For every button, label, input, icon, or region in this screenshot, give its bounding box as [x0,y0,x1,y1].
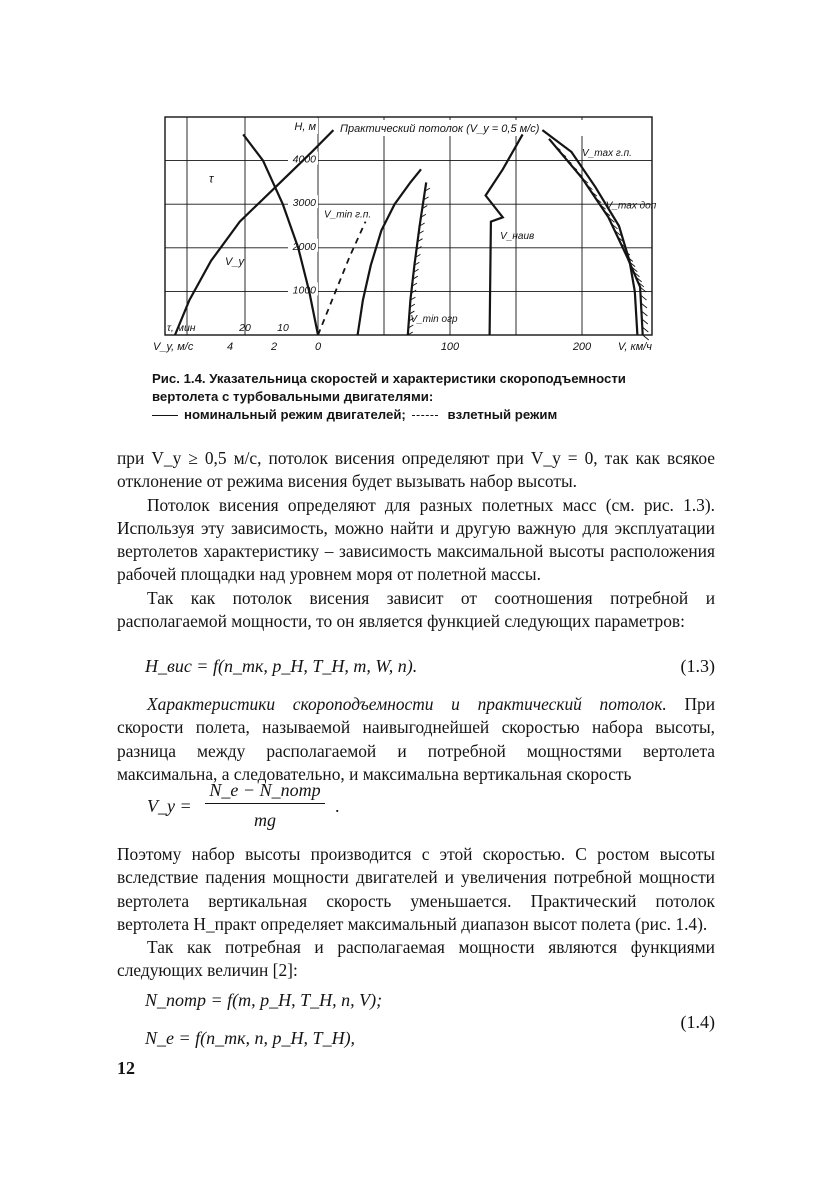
label-vnaiv: V_наив [500,231,535,243]
hatch-vmax-0-0 [643,335,649,340]
label-vmin-ogr: V_min огр [410,313,458,325]
series-line-2 [408,182,426,335]
tau-tick-label-10: 10 [277,322,289,334]
series-line-1 [318,222,366,335]
legend-takeoff: взлетный режим [447,407,558,422]
equation-1-3-number: (1.3) [680,656,715,676]
series-line-5 [549,139,643,335]
paragraph-4-heading: Характеристики скороподъемности и практический потолок. [147,694,667,714]
equation-1-3 [117,656,715,677]
label-vmax-dop: V_max доп [605,200,657,212]
equation-vy-period: . [335,796,340,816]
series-line-0 [358,169,421,335]
vy-tick-label-4: 4 [226,341,234,353]
paragraph-6: Так как потребная и располагаемая мощности являются функциями следующих величин [2]: [117,937,715,981]
equation-1-4a [117,990,715,1011]
equation-vy [117,780,715,840]
text-block-2 [117,693,715,786]
equation-1-4b [117,1028,715,1049]
paragraph-3: Так как потолок висения зависит от соотношения потребной и располагаемой мощности, то он является функцией следующих параметров: [117,587,715,632]
vy-axis-label: V_y, м/с [153,341,194,353]
label-vmax-gp: V_max г.п. [582,148,632,160]
label-tau: τ [209,171,214,186]
equation-1-4b-body: N_e = f(n_тк, n, p_H, T_H), [145,1028,356,1048]
equation-1-3-body: H_вис = f(n_тк, p_H, T_H, m, W, n). [145,656,418,676]
figure-caption [152,370,672,424]
y-axis-label: H, м [294,121,316,133]
paragraph-4 [117,693,715,786]
vy-tick-label-2: 2 [270,341,278,353]
x-axis-end-label: V, км/ч [617,341,652,353]
equation-1-4a-body: N_потр = f(m, p_H, T_H, n, V); [145,990,383,1010]
paragraph-5: Поэтому набор высоты производится с этой скоростью. С ростом высоты вследствие падения мощности двигателей и увеличения потребной мощности вертолета вертикальная скорость уменьшается. Практический потолок вертолета H_практ определяет максимальный диапазон высот полета (рис. 1.4). [117,844,715,934]
x-tick-label-200: 200 [572,341,592,353]
legend-dashed-line [412,415,438,416]
ceiling-label: Практический потолок (V_y = 0,5 м/с) [340,123,540,135]
tau-tick-label-20: 20 [239,322,251,334]
paragraph-4-text: При скорости полета, называемой наивыгоднейшей скоростью набора высоты, разница между располагаемой и потребной мощностями вертолета максимальна, а следовательно, и максимальна вертикальная скорость [117,694,715,784]
y-tick-label-2000: 2000 [292,240,316,253]
x-tick-label-0: 0 [314,341,322,353]
caption-legend [152,406,672,424]
legend-nominal: номинальный режим двигателей; [184,407,406,422]
equation-vy-numerator: N_e − N_потр [205,780,325,804]
chart-frame [165,117,652,335]
equation-vy-lhs: V_y = [147,796,192,816]
legend-solid-line [152,415,178,416]
page-number: 12 [117,1058,135,1078]
text-block-1 [117,447,715,633]
y-tick-label-4000: 4000 [292,153,316,166]
paragraph-1: при V_y ≥ 0,5 м/с, потолок висения определяют при V_y = 0, так как всякое отклонение от режима висения будет вызывать набор высоты. [117,448,715,492]
paragraph-2: Потолок висения определяют для разных полетных масс (см. рис. 1.3). Используя эту зависимость, можно найти и другую важную для эксплуатации вертолетов характеристику – зависимость максимальной высоты расположения рабочей площадки над уровнем моря от полетной массы. [117,494,715,585]
y-tick-label-1000: 1000 [292,284,316,297]
equation-vy-denominator: mg [254,810,276,830]
caption-title: Рис. 1.4. Указательница скоростей и характеристики скороподъемности вертолета с турбовальными двигателями: [152,371,626,404]
text-block-3 [117,843,715,983]
tau-axis-label: τ, мин [167,322,196,334]
x-tick-label-100: 100 [440,341,460,353]
velocity-chart [150,105,670,365]
y-tick-label-3000: 3000 [292,197,316,210]
label-vmin-gp: V_min г.п. [324,209,372,221]
label-vy: V_y [225,256,244,269]
equation-1-4-number: (1.4) [680,1012,715,1032]
